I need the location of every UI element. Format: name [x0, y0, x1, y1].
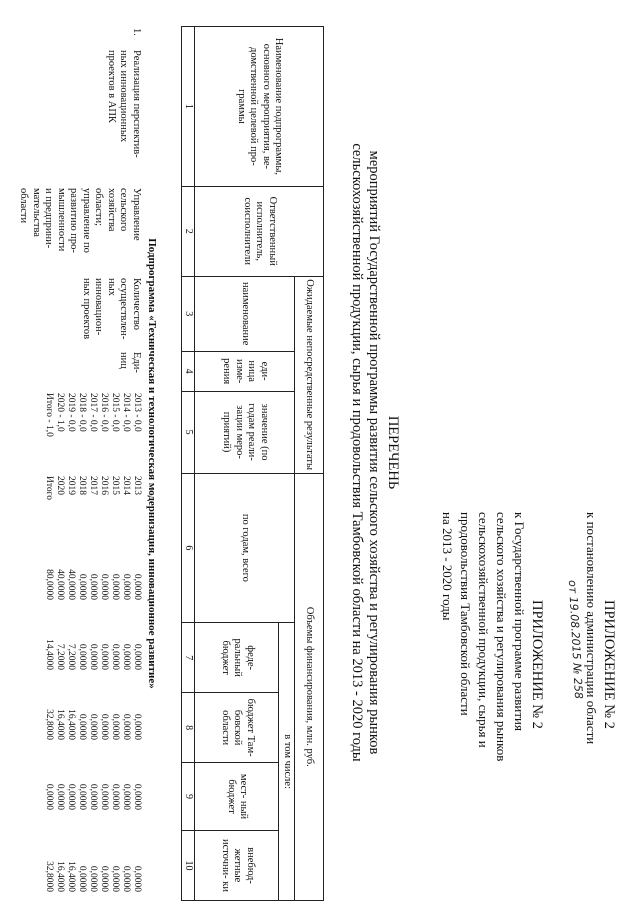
col-num: 5 [182, 391, 195, 473]
appendix-line-2: сельского хозяйства и регулирования рынков [494, 512, 509, 762]
appendix-decree-line: к постановлению администрации области [584, 512, 599, 745]
col-num: 2 [182, 186, 195, 276]
col-num: 8 [182, 693, 195, 763]
header-value: значение (по годам реали- зации меро- приятий) [195, 391, 295, 473]
row1-unit: Еди- ниц [118, 352, 142, 373]
appendix-line-1: к Государственной программе развития [512, 512, 527, 731]
appendix-line-3: сельскохозяйственной продукции, сырья и [476, 512, 491, 748]
appendix-header-2 [438, 512, 546, 761]
appendix-title: ПРИЛОЖЕНИЕ № 2 [601, 600, 617, 729]
header-name: Наименование подпрограммы, основного мероприятия, ве- домственной целевой про- граммы [195, 27, 324, 187]
row1-number: 1. [131, 28, 142, 36]
row1-years: 2013 2014 2015 2016 2017 2018 2019 2020 Итого [44, 476, 142, 501]
header-extrabudget: внебюд- жетные источни- ки [195, 831, 279, 901]
header-federal: феде- ральный бюджет [195, 623, 279, 693]
row1-total: 0,0000 0,0000 0,0000 0,0000 0,0000 0,0000 40,0000 40,0000 80,0000 [44, 569, 142, 600]
col-num: 3 [182, 276, 195, 351]
row1-extrabudget: 0,0000 0,0000 0,0000 0,0000 0,0000 0,0000 16,4000 16,4000 32,8000 [44, 861, 142, 892]
measures-table-header [182, 26, 325, 901]
row1-federal: 0,0000 0,0000 0,0000 0,0000 0,0000 0,0000 7,2000 7,2000 14,4000 [44, 639, 142, 670]
header-regional: бюджет Там- бовской области [195, 693, 279, 763]
subprogram-title: Подпрограмма «Техническая и технологическая модернизация, инновационное развитие» [146, 238, 158, 689]
header-expected-results: Ожидаемые непосредственные результаты [295, 276, 324, 473]
header-financing: Объемы финансирования, млн. руб. [295, 473, 324, 900]
row1-indicator: Количество осуществлен- ных инновацион- ных проектов [81, 278, 142, 340]
document-title: ПЕРЕЧЕНЬ [385, 415, 401, 490]
header-local: мест- ный бюджет [195, 763, 279, 831]
document-subtitle-2: сельскохозяйственной продукции, сырья и продовольствия Тамбовской области на 2013 - 2020 годы [349, 143, 365, 762]
col-num: 7 [182, 623, 195, 693]
appendix-header-1 [582, 512, 618, 744]
header-indicator-name: наименование [195, 276, 295, 351]
header-by-year: по годам, всего [195, 473, 295, 623]
row1-measure-name: Реализация перспектив- ных инновационных проектов в АПК [106, 50, 142, 158]
col-num: 9 [182, 763, 195, 831]
row1-values: 2013 - 0,0 2014 - 0,0 2015 - 0,0 2016 - 0,0 2017 - 0,0 2018 - 0,0 2019 - 0,0 2020 - 1,0 Итого - 1,0 [44, 393, 142, 437]
appendix-line-5: на 2013 - 2020 годы [440, 512, 455, 621]
header-unit: еди- ница изме- рения [195, 351, 295, 391]
document-subtitle-1: мероприятий Государственной программы развития сельского хозяйства и регулирования рынков [366, 150, 382, 755]
header-executor: Ответственный исполнитель, соисполнители [195, 186, 324, 276]
header-including: в том числе: [279, 623, 295, 901]
row1-regional: 0,0000 0,0000 0,0000 0,0000 0,0000 0,0000 16,4000 16,4000 32,8000 [44, 709, 142, 740]
col-num: 10 [182, 831, 195, 901]
appendix-title-2: ПРИЛОЖЕНИЕ № 2 [529, 600, 545, 729]
col-num: 6 [182, 473, 195, 623]
row1-local: 0,0000 0,0000 0,0000 0,0000 0,0000 0,0000 0,0000 0,0000 0,0000 [44, 783, 142, 810]
col-num: 4 [182, 351, 195, 391]
column-numbers-row [182, 27, 195, 901]
col-num: 1 [182, 27, 195, 187]
appendix-line-4: продовольствия Тамбовской области [458, 512, 473, 716]
handwritten-date-number: от 19.08.2015 № 258 [565, 579, 586, 700]
row1-executor: Управление сельского хозяйства области; управление по развитию про- мышленности и предприни- мательства области [18, 188, 142, 253]
